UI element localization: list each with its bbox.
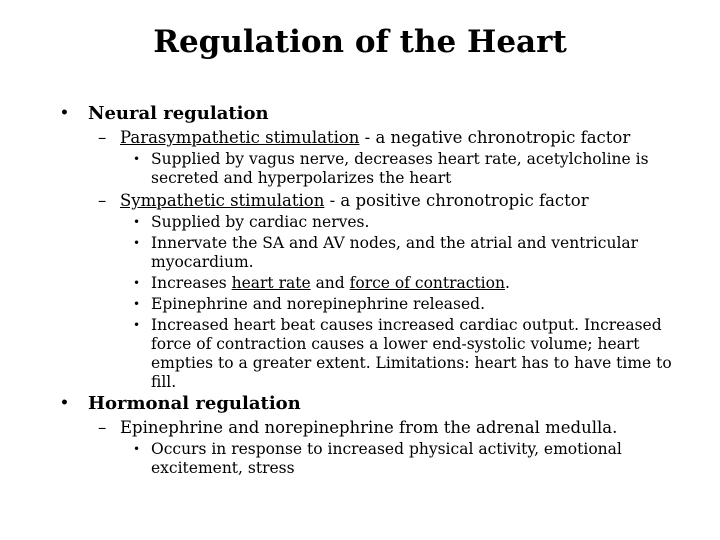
sympathetic-desc: - a positive chronotropic factor [324, 191, 589, 210]
symp-item-text-post: . [504, 274, 510, 292]
symp-item-text: Innervate the SA and AV nodes, and the atrial and ventricular myocardium. [151, 234, 639, 271]
symp-item-cardiac-output [0, 316, 720, 392]
para-item-text: Supplied by vagus nerve, decreases heart rate, acetylcholine is secreted and hyperpolarizes the heart [151, 150, 649, 187]
hormonal-item-response [0, 440, 720, 478]
bullet-hormonal-regulation [0, 392, 720, 415]
neural-heading: Neural regulation [88, 103, 269, 124]
bullet-icon: • [60, 395, 69, 411]
sub-parasympathetic [0, 128, 720, 148]
symp-item-increases [0, 274, 720, 293]
bullet-icon: • [133, 152, 141, 166]
sub-adrenal-medulla [0, 418, 720, 438]
bullet-icon: • [133, 215, 141, 229]
force-of-contraction-link[interactable]: force of contraction [349, 274, 505, 292]
hormonal-heading: Hormonal regulation [88, 393, 301, 414]
bullet-neural-regulation [0, 102, 720, 125]
symp-item-text-mid: and [310, 274, 350, 292]
slide-body [0, 102, 720, 478]
parasympathetic-desc: - a negative chronotropic factor [359, 128, 631, 147]
sub-sympathetic [0, 191, 720, 211]
dash-icon: – [98, 191, 107, 210]
bullet-icon: • [133, 442, 141, 456]
hormonal-item-text: Occurs in response to increased physical activity, emotional excitement, stress [151, 440, 622, 477]
symp-item-text: Increased heart beat causes increased cardiac output. Increased force of contraction causes a lower end-systolic volume; heart empties to a greater extent. Limitations: heart has to have time to fill. [151, 316, 672, 391]
symp-item-epinephrine [0, 295, 720, 314]
symp-item-text: Epinephrine and norepinephrine released. [151, 295, 485, 313]
bullet-icon: • [133, 276, 141, 290]
para-item-vagus [0, 150, 720, 188]
dash-icon: – [98, 418, 107, 437]
heart-rate-link[interactable]: heart rate [231, 274, 311, 292]
symp-item-text-pre: Increases [151, 274, 232, 292]
dash-icon: – [98, 128, 107, 147]
bullet-icon: • [133, 318, 141, 332]
parasympathetic-link[interactable]: Parasympathetic stimulation [120, 128, 360, 147]
bullet-icon: • [133, 236, 141, 250]
symp-item-cardiac-nerves [0, 213, 720, 232]
symp-item-innervate [0, 234, 720, 272]
hormonal-sub-text: Epinephrine and norepinephrine from the adrenal medulla. [120, 418, 618, 437]
bullet-icon: • [133, 297, 141, 311]
sympathetic-link[interactable]: Sympathetic stimulation [120, 191, 325, 210]
bullet-icon: • [60, 105, 69, 121]
symp-item-text: Supplied by cardiac nerves. [151, 213, 370, 231]
slide-title: Regulation of the Heart [153, 24, 567, 60]
